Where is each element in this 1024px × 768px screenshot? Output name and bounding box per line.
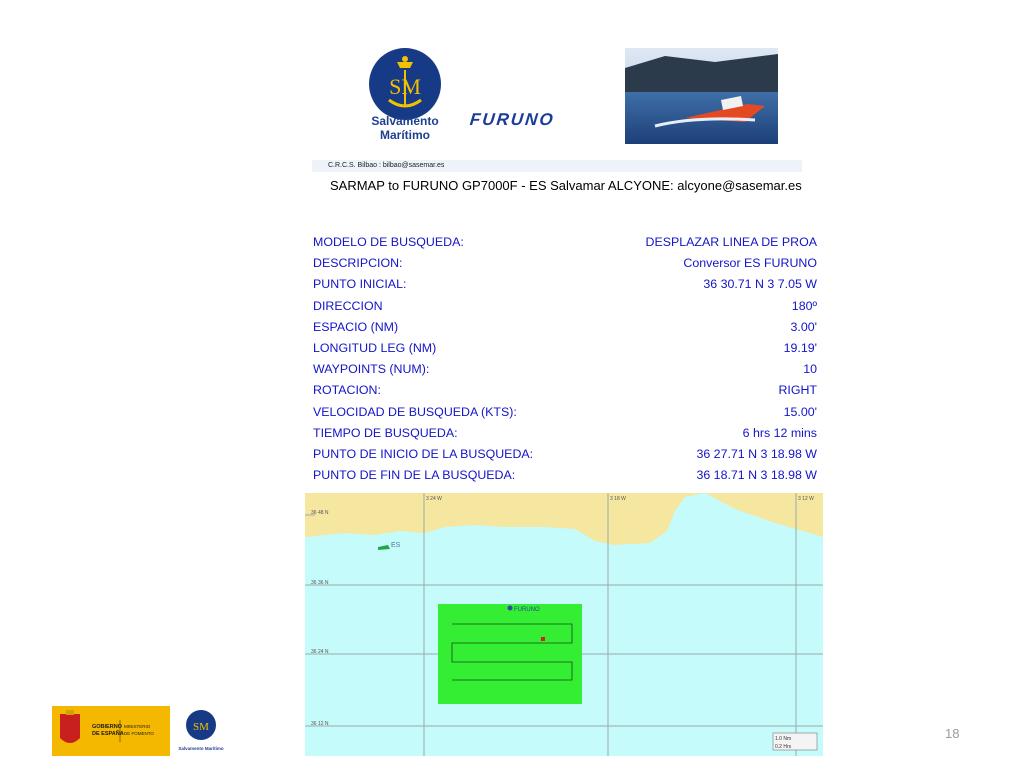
param-value: 3.00' (790, 319, 817, 334)
param-label: WAYPOINTS (NUM): (313, 362, 430, 377)
footer-salvamento-logo (172, 706, 230, 756)
param-row (313, 296, 817, 317)
param-row (313, 444, 817, 465)
param-value: 36 27.71 N 3 18.98 W (696, 446, 817, 461)
footer-sm-monogram: SM (193, 721, 209, 733)
param-value: RIGHT (778, 383, 817, 398)
lon-label: 3 24 W (426, 496, 442, 502)
param-value: 19.19' (783, 340, 817, 355)
param-row (313, 253, 817, 274)
param-row (313, 232, 817, 253)
area-label: FURUNO (514, 607, 540, 613)
param-label: VELOCIDAD DE BUSQUEDA (KTS): (313, 404, 517, 419)
gobierno-espana-logo (52, 706, 170, 756)
ministry-line1: MINISTERIO (124, 724, 151, 729)
param-row (313, 423, 817, 444)
param-row (313, 359, 817, 380)
param-label: MODELO DE BUSQUEDA: (313, 235, 464, 249)
param-label: DIRECCION (313, 298, 383, 313)
lon-label: 3 18 W (610, 496, 626, 502)
param-value: DESPLAZAR LINEA DE PROA (645, 235, 817, 249)
param-label: DESCRIPCION: (313, 256, 403, 271)
search-pattern-area (438, 604, 582, 704)
param-value: 6 hrs 12 mins (742, 425, 817, 440)
scale-time: 0.2 Hrs (775, 744, 792, 750)
footer-sm-name: Salvamento Marítimo (178, 746, 224, 751)
sm-monogram: SM (389, 74, 421, 99)
param-value: 180º (791, 298, 817, 313)
sm-name-line1: Salvamento (371, 114, 439, 128)
param-row (313, 465, 817, 486)
vessel-label: ES (391, 542, 401, 549)
document-title: SARMAP to FURUNO GP7000F - ES Salvamar ALCYONE: alcyone@sasemar.es (330, 178, 802, 193)
waypoint-marker (541, 637, 545, 641)
param-label: PUNTO DE FIN DE LA BUSQUEDA: (313, 468, 516, 483)
param-value: Conversor ES FURUNO (683, 256, 817, 271)
param-row (313, 380, 817, 401)
search-area-chart (305, 493, 823, 756)
lat-label: 36 12 N (311, 721, 329, 727)
param-label: TIEMPO DE BUSQUEDA: (313, 425, 458, 440)
sm-name-line2: Marítimo (379, 128, 430, 142)
search-parameters-table (313, 232, 817, 486)
param-value: 36 18.71 N 3 18.98 W (696, 468, 817, 483)
param-label: LONGITUD LEG (NM) (313, 340, 437, 355)
param-label: ESPACIO (NM) (313, 319, 399, 334)
param-label: PUNTO INICIAL: (313, 277, 407, 292)
param-value: 10 (803, 362, 817, 377)
param-value: 36 30.71 N 3 7.05 W (703, 277, 817, 292)
lat-label: 36 48 N (311, 510, 329, 516)
param-label: PUNTO DE INICIO DE LA BUSQUEDA: (313, 446, 534, 461)
param-row (313, 338, 817, 359)
lon-label: 3 12 W (798, 496, 814, 502)
page-number: 18 (945, 726, 960, 741)
centre-contact-line: C.R.C.S. Bilbao : bilbao@sasemar.es (312, 160, 802, 172)
gov-line2: DE ESPAÑA (92, 731, 124, 737)
param-row (313, 402, 817, 423)
param-row (313, 274, 817, 295)
scale-distance: 1.0 Nm (775, 736, 792, 742)
salvamento-maritimo-logo (355, 48, 455, 144)
ministry-line2: DE FOMENTO (124, 731, 154, 736)
param-label: ROTACION: (313, 383, 381, 398)
lat-label: 36 24 N (311, 649, 329, 655)
sm-emblem-icon (369, 48, 441, 120)
param-row (313, 317, 817, 338)
lat-label: 36 36 N (311, 580, 329, 586)
gov-line1: GOBIERNO (92, 724, 122, 730)
param-value: 15.00' (783, 404, 817, 419)
rescue-boat-photo (625, 48, 778, 144)
furuno-area-icon (508, 606, 513, 611)
furuno-logo: FURUNO (468, 110, 556, 129)
coat-of-arms-icon (60, 714, 80, 743)
